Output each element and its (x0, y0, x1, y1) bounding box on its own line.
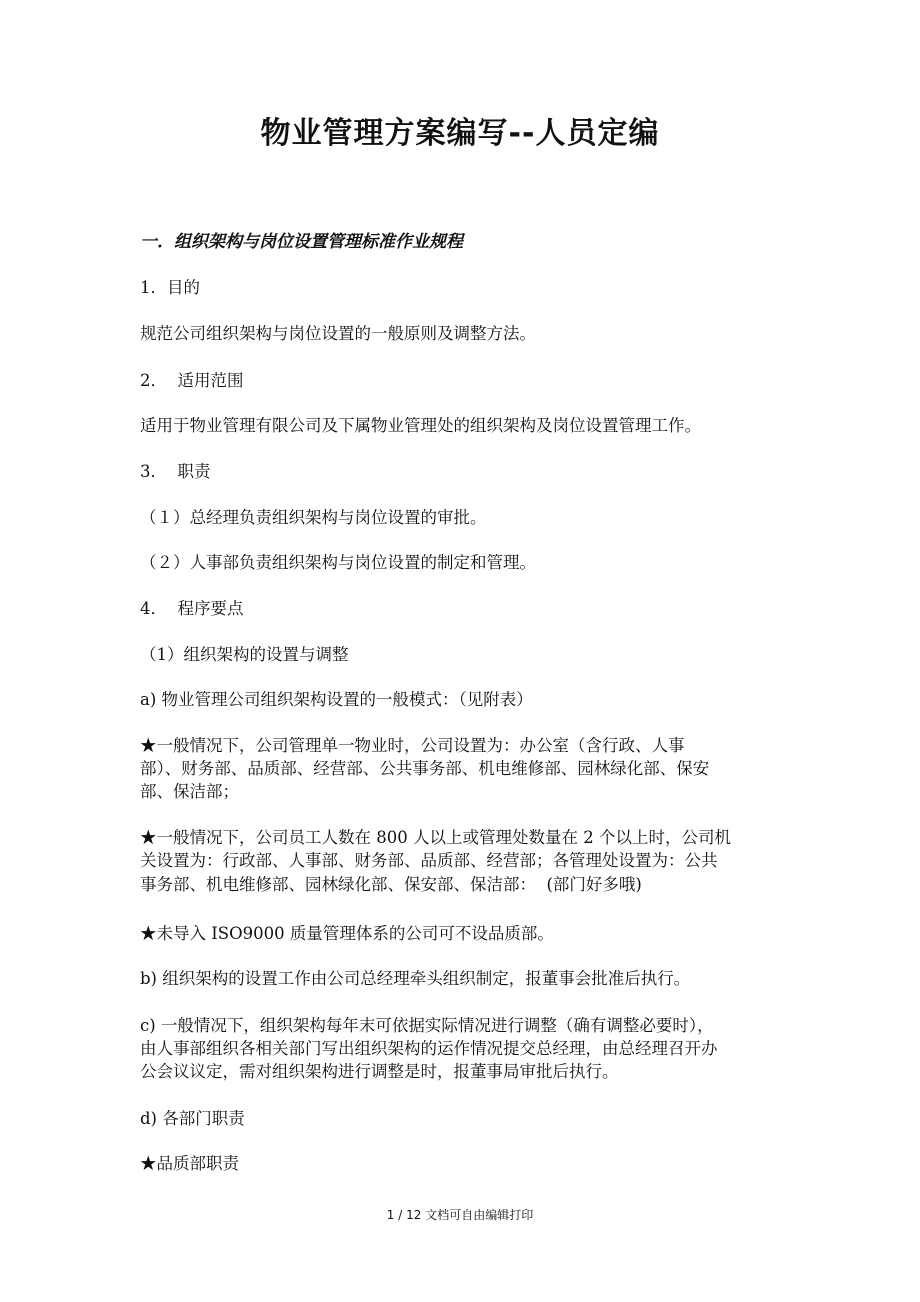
paragraph-line: 关设置为：行政部、人事部、财务部、品质部、经营部；各管理处设置为：公共 (140, 851, 718, 870)
paragraph: 2． 适用范围 (140, 371, 244, 390)
section-heading: 一．组织架构与岗位设置管理标准作业规程 (140, 232, 463, 252)
paragraph-line: 由人事部组织各相关部门写出组织架构的运作情况提交总经理，由总经理召开办 (140, 1039, 718, 1058)
paragraph-line: c) 一般情况下，组织架构每年末可依据实际情况进行调整（确有调整必要时）， (140, 1016, 714, 1035)
paragraph: 4． 程序要点 (140, 599, 244, 618)
paragraph: 适用于物业管理有限公司及下属物业管理处的组织架构及岗位设置管理工作。 (140, 416, 701, 435)
paragraph-line: 公会议议定，需对组织架构进行调整是时，报董事局审批后执行。 (140, 1062, 619, 1081)
paragraph: ★未导入 ISO9000 质量管理体系的公司可不设品质部。 (140, 924, 554, 943)
paragraph-line: 部、保洁部； (140, 782, 239, 801)
document-title: 物业管理方案编写--人员定编 (260, 116, 660, 151)
paragraph: 1．目的 (140, 278, 200, 297)
paragraph: （1）组织架构的设置与调整 (140, 645, 349, 664)
paragraph: a) 物业管理公司组织架构设置的一般模式：（见附表） (140, 690, 533, 709)
paragraph: b) 组织架构的设置工作由公司总经理牵头组织制定，报董事会批准后执行。 (140, 969, 691, 988)
paragraph-line: 部）、财务部、品质部、经营部、公共事务部、机电维修部、园林绿化部、保安 (140, 759, 710, 778)
paragraph: 规范公司组织架构与岗位设置的一般原则及调整方法。 (140, 324, 536, 343)
page-footer: 1 / 12 文档可自由编辑打印 (386, 1208, 534, 1222)
paragraph-line: 事务部、机电维修部、园林绿化部、保安部、保洁部： (部门好多哦) (140, 875, 642, 894)
paragraph: d) 各部门职责 (140, 1109, 245, 1128)
paragraph-line: ★一般情况下，公司员工人数在 800 人以上或管理处数量在 2 个以上时，公司机 (140, 828, 731, 847)
paragraph: 3． 职责 (140, 462, 211, 481)
paragraph: （２）人事部负责组织架构与岗位设置的制定和管理。 (140, 553, 536, 572)
paragraph-line: ★一般情况下，公司管理单一物业时，公司设置为：办公室（含行政、人事 (140, 736, 685, 755)
paragraph: ★品质部职责 (140, 1154, 239, 1173)
paragraph: （１）总经理负责组织架构与岗位设置的审批。 (140, 508, 487, 527)
